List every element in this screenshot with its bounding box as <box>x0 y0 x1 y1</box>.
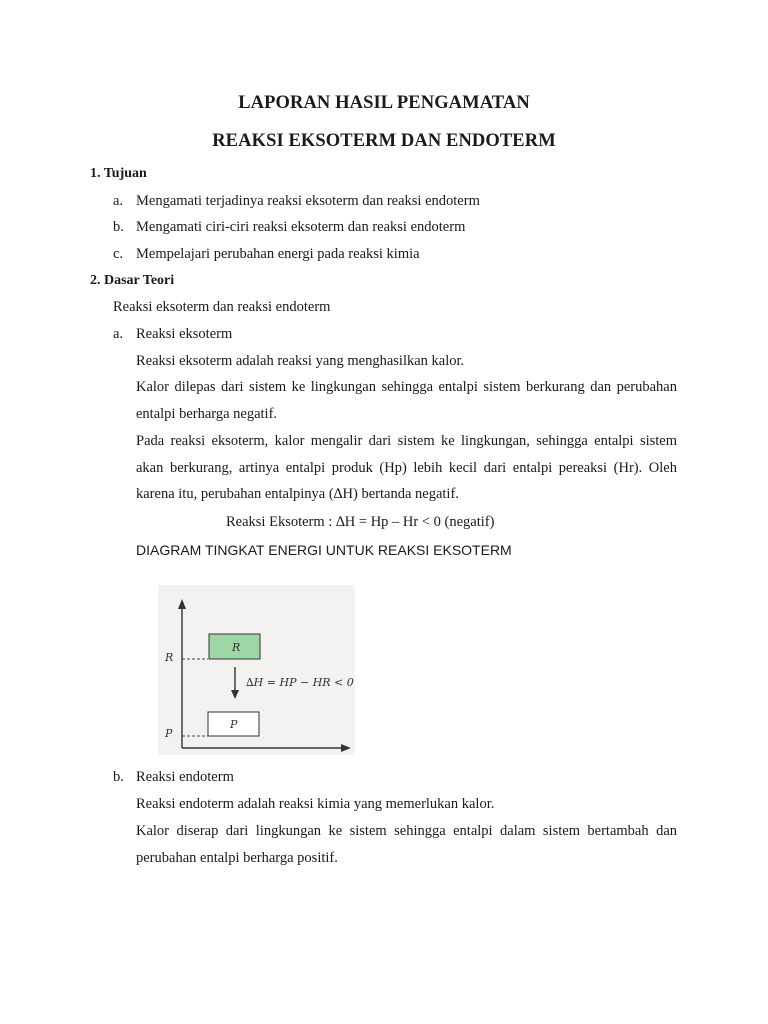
list-marker: a. <box>113 326 124 342</box>
section-heading-tujuan: 1. Tujuan <box>90 166 147 181</box>
list-item: Mempelajari perubahan energi pada reaksi kimia <box>136 246 420 262</box>
diagram-title: DIAGRAM TINGKAT ENERGI UNTUK REAKSI EKSOTERM <box>136 542 512 558</box>
paragraph-line: Reaksi eksoterm adalah reaksi yang menghasilkan kalor. <box>136 353 465 369</box>
energy-level-diagram <box>158 585 355 755</box>
paragraph-line: perubahan entalpi berharga positif. <box>136 850 338 866</box>
box-label-p: P <box>230 718 238 731</box>
formula-eksoterm: Reaksi Eksoterm : ∆H = Hp – Hr < 0 (negatif) <box>226 514 495 530</box>
report-subtitle: REAKSI EKSOTERM DAN ENDOTERM <box>212 131 556 151</box>
section-intro: Reaksi eksoterm dan reaksi endoterm <box>113 299 331 315</box>
list-marker: a. <box>113 193 124 209</box>
paragraph-line: Kalor dilepas dari sistem ke lingkungan sehingga entalpi sistem berkurang dan perubahan <box>136 379 677 395</box>
section-heading-dasar-teori: 2. Dasar Teori <box>90 273 175 288</box>
delta-h-equation: ∆H = HP − HR < 0 <box>246 676 354 689</box>
axis-label-p: P <box>165 727 173 740</box>
paragraph-line: Reaksi endoterm adalah reaksi kimia yang memerlukan kalor. <box>136 796 495 812</box>
paragraph-line: karena itu, perubahan entalpinya (∆H) bertanda negatif. <box>136 486 459 502</box>
list-marker: b. <box>113 219 124 235</box>
paragraph-line: entalpi berharga negatif. <box>136 406 278 422</box>
box-label-r: R <box>232 641 241 654</box>
x-axis-arrow <box>341 744 351 752</box>
report-title: LAPORAN HASIL PENGAMATAN <box>238 93 530 113</box>
axis-label-r: R <box>165 651 174 664</box>
list-item: Mengamati ciri-ciri reaksi eksoterm dan reaksi endoterm <box>136 219 466 235</box>
list-item: Mengamati terjadinya reaksi eksoterm dan reaksi endoterm <box>136 193 480 209</box>
subsection-title-endoterm: Reaksi endoterm <box>136 769 234 785</box>
list-marker: b. <box>113 769 124 785</box>
paragraph-line: akan berkurang, artinya entalpi produk (Hp) lebih kecil dari entalpi pereaksi (Hr). Oleh <box>136 460 677 476</box>
paragraph-line: Pada reaksi eksoterm, kalor mengalir dari sistem ke lingkungan, sehingga entalpi sistem <box>136 433 677 449</box>
subsection-title-eksoterm: Reaksi eksoterm <box>136 326 233 342</box>
delta-h-arrowhead <box>231 690 239 699</box>
y-axis-arrow <box>178 599 186 609</box>
paragraph-line: Kalor diserap dari lingkungan ke sistem sehingga entalpi dalam sistem bertambah dan <box>136 823 677 839</box>
list-marker: c. <box>113 246 124 262</box>
